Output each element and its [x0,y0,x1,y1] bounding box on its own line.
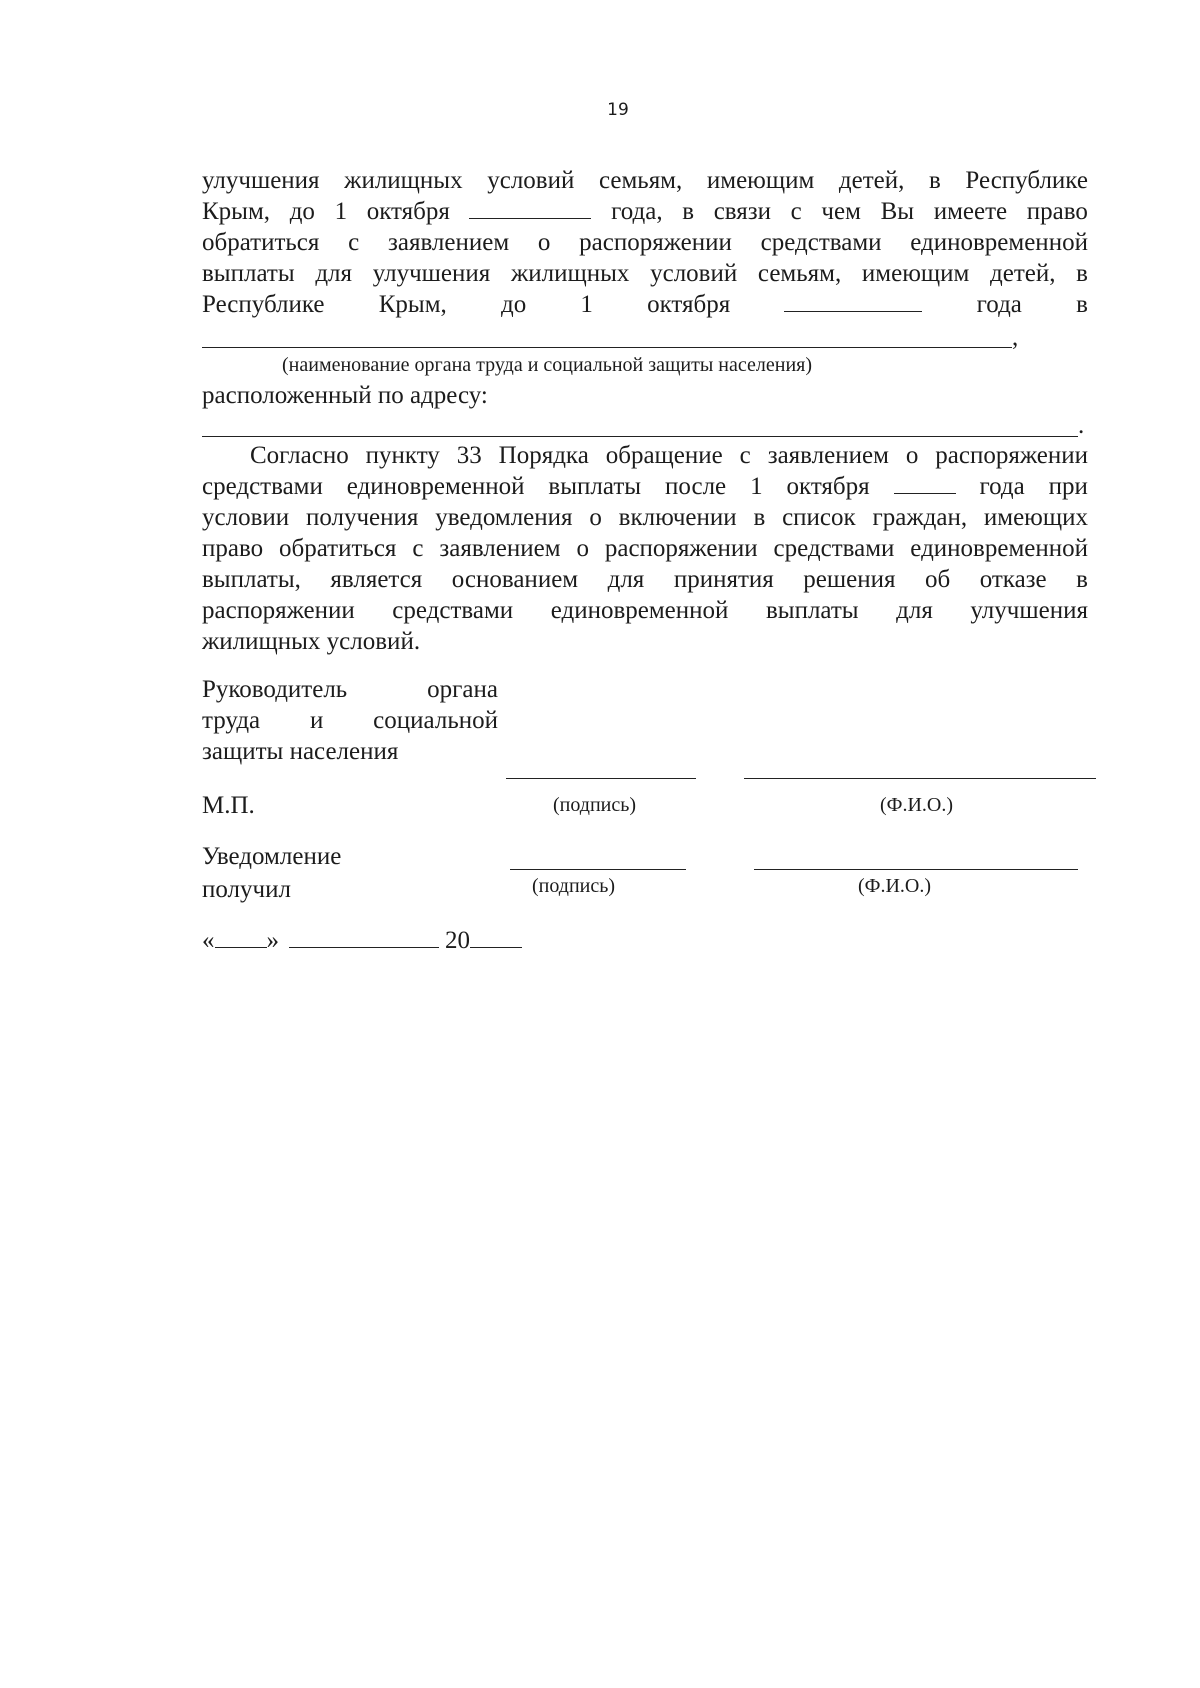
text-line [202,502,1088,533]
date-close-quote: » [266,927,279,954]
word: средствами [202,473,323,500]
word: в [753,504,766,531]
page-number: 19 [607,100,629,120]
head-signature-line [506,778,696,779]
received-fio-caption: (Ф.И.О.) [858,875,932,897]
word: Согласно [250,442,349,469]
word: детей, [990,260,1056,287]
word: семьям, [598,167,683,194]
word: с [739,442,751,469]
text-line [202,564,1088,595]
received-signature-line [510,869,686,870]
word: жилищных условий. [202,628,421,655]
word: является [330,566,423,593]
text-line [202,227,1088,258]
word: принятия [673,566,774,593]
word: решения [803,566,896,593]
word: имеющим [861,260,970,287]
word: выплаты, [202,566,301,593]
word: распоряжении [604,535,758,562]
word: обратиться [202,229,320,256]
word: октября [366,198,450,225]
word: заявлением [387,229,510,256]
received-label-1: Уведомление [202,843,342,870]
org-name-line [202,347,1012,348]
word: пункту [365,442,440,469]
text-line [202,196,1088,227]
received-fio-line [754,869,1078,870]
word: условий [650,260,738,287]
text-line [202,165,1088,196]
word: средствами [392,597,514,624]
word: получения [305,504,419,531]
word: 1 [580,291,593,318]
word: улучшения [970,597,1088,624]
word: заявлением [767,442,889,469]
word: условии [202,504,290,531]
word: Республике [965,167,1088,194]
word: октября [786,473,870,500]
word: заявлением [439,535,561,562]
word: включении [618,504,737,531]
head-signature-caption: (подпись) [553,794,637,816]
word: для [607,566,645,593]
word: единовременной [910,535,1088,562]
word: года, [611,198,663,225]
text-line [202,289,1088,320]
word: основанием [451,566,579,593]
word: семьям, [757,260,842,287]
word: о [576,535,589,562]
word: с [412,535,424,562]
fill-in-blank [894,471,956,494]
date-day-blank [215,925,267,948]
word: об [924,566,951,593]
word: с [348,229,360,256]
fill-in-blank [469,196,591,219]
word: чем [821,198,861,225]
date-line [202,925,1088,956]
word: право [202,535,264,562]
word: в [1076,291,1088,318]
word: до [500,291,527,318]
word: в [928,167,941,194]
word: года [979,473,1025,500]
word: Крым, [378,291,447,318]
word: труда [202,707,261,734]
head-fio-caption: (Ф.И.О.) [880,794,954,816]
word: года [976,291,1022,318]
date-open-quote: « [202,927,215,954]
word: имеющим [706,167,815,194]
word: распоряжении [579,229,732,256]
word: о [905,442,919,469]
word: выплаты [765,597,859,624]
received-signature-caption: (подпись) [532,875,616,897]
head-title-line [202,674,498,705]
head-title-line [202,736,498,767]
word: Вы [880,198,915,225]
word: до [289,198,315,225]
text-line [250,440,1088,471]
word: право [1026,198,1088,225]
word: 33 [456,442,482,469]
date-year-blank [470,925,522,948]
word: средствами [773,535,895,562]
fill-in-blank [784,289,922,312]
word: 1 [750,473,763,500]
text-line [202,533,1088,564]
word: обратиться [279,535,397,562]
text-line [202,626,1088,657]
org-name-caption: (наименование органа труда и социальной защиты населения) [282,354,812,376]
word: распоряжении [935,442,1088,469]
seal-mark: М.П. [202,792,255,819]
word: о [589,504,602,531]
word: 1 [334,198,348,225]
word: в [682,198,695,225]
word: Крым, [202,198,271,225]
word: уведомления [435,504,573,531]
word: выплаты [202,260,295,287]
word: в [1076,566,1088,593]
word: социальной [373,707,498,734]
word: обращение [605,442,723,469]
word: защиты населения [202,738,399,765]
word: при [1048,473,1088,500]
word: связи [713,198,772,225]
address-line-end: . [1078,412,1085,439]
word: после [664,473,727,500]
word: органа [427,676,498,703]
word: список [782,504,856,531]
word: с [790,198,802,225]
word: улучшения [372,260,491,287]
word: Руководитель [202,676,348,703]
address-label: расположенный по адресу: [202,382,488,409]
text-line [202,471,1088,502]
word: и [309,707,324,734]
word: средствами [760,229,882,256]
date-year-prefix: 20 [445,927,470,954]
word: имеете [933,198,1008,225]
word: улучшения [202,167,320,194]
word: единовременной [346,473,525,500]
text-line [202,258,1088,289]
word: отказе [979,566,1047,593]
word: Порядка [498,442,589,469]
word: детей, [838,167,905,194]
word: для [896,597,933,624]
word: единовременной [550,597,729,624]
word: в [1076,260,1088,287]
word: граждан, [872,504,968,531]
org-line-end: , [1012,324,1019,351]
word: условий [487,167,575,194]
word: о [537,229,551,256]
word: выплаты [548,473,642,500]
word: для [315,260,353,287]
head-fio-line [744,778,1096,779]
word: имеющих [983,504,1088,531]
word: Республике [202,291,325,318]
date-month-blank [289,925,439,948]
received-label-2: получил [202,876,291,903]
word: единовременной [910,229,1088,256]
text-line [202,595,1088,626]
head-title-line [202,705,498,736]
word: жилищных [510,260,630,287]
address-line [202,436,1078,437]
word: распоряжении [202,597,355,624]
word: октября [647,291,731,318]
word: жилищных [344,167,463,194]
